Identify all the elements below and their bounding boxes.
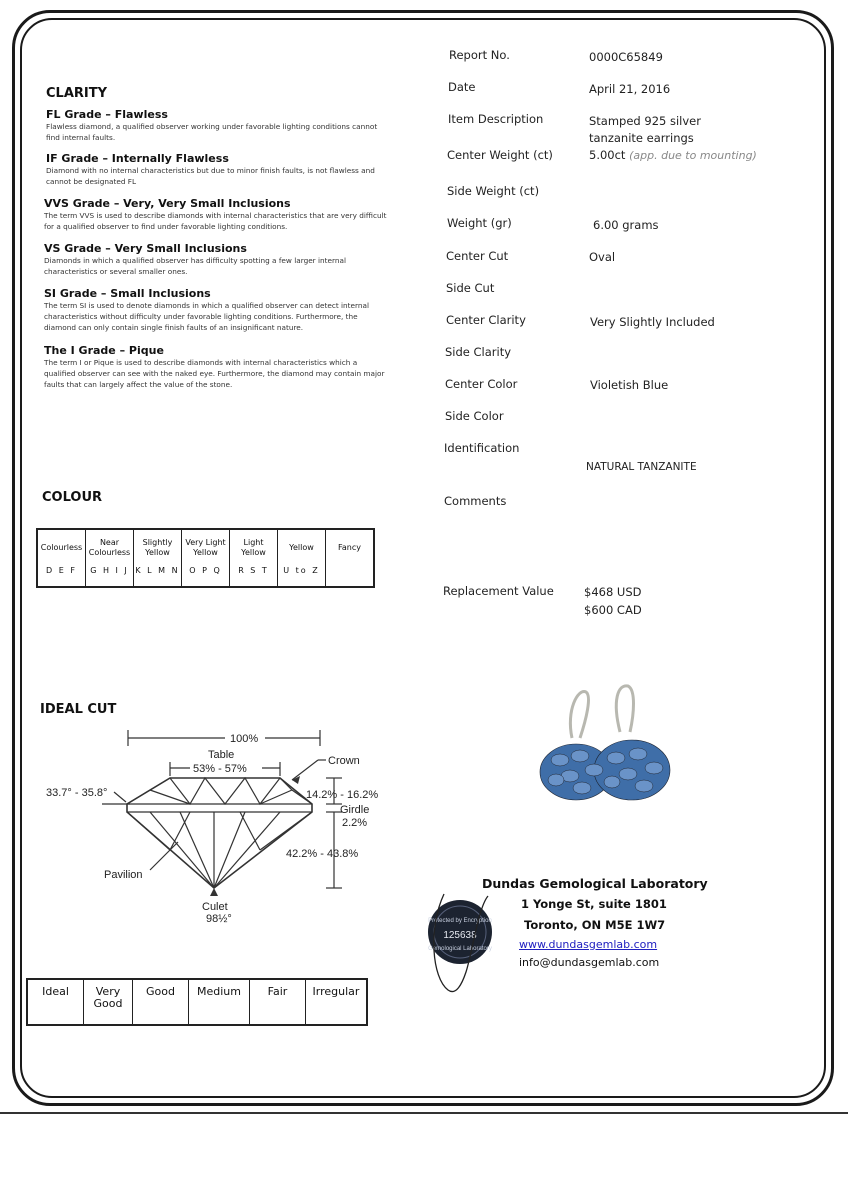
colour-cell <box>278 529 326 587</box>
clarity-grade-vs <box>44 242 384 277</box>
weight-value: 6.00 grams <box>593 218 659 232</box>
colour-codes: R S T <box>238 566 269 575</box>
center-color-value: Violetish Blue <box>590 378 669 392</box>
grade-description: Diamond with no internal characteristics but due to minor finish faults, is not flawless and cannot be designated FL <box>46 166 375 186</box>
seal-number: 125638 <box>443 930 477 941</box>
diagram-table-range: 53% - 57% <box>193 763 247 775</box>
replacement-value-usd: $468 USD <box>584 585 642 599</box>
colour-cell <box>182 529 230 587</box>
grade-description: Diamonds in which a qualified observer has difficulty spotting a few larger internal characteristics or several smaller ones. <box>44 256 347 276</box>
item-description-line2: tanzanite earrings <box>589 131 694 145</box>
grade-name: SI Grade – Small Inclusions <box>44 287 211 300</box>
grade-name: VS Grade – Very Small Inclusions <box>44 242 247 255</box>
colour-cell <box>37 529 86 587</box>
center-cut-label: Center Cut <box>446 249 509 263</box>
colour-cell <box>230 529 278 587</box>
diagram-crown-label: Crown <box>328 755 360 767</box>
replacement-value-label: Replacement Value <box>443 584 554 598</box>
replacement-value-cad: $600 CAD <box>584 603 642 617</box>
side-weight-label: Side Weight (ct) <box>447 184 540 198</box>
grade-description: The term I or Pique is used to describe diamonds with internal characteristics which a qualified observer can see with the naked eye. Furthermore, the diamond may contain major faults that can largely affect the value of the stone. <box>44 358 385 389</box>
date-label: Date <box>448 80 476 94</box>
cut-grade-cell: Ideal <box>27 979 84 1025</box>
clarity-grade-if <box>46 152 386 187</box>
clarity-heading: CLARITY <box>46 86 108 101</box>
center-clarity-label: Center Clarity <box>446 313 526 327</box>
colour-label: Light Yellow <box>241 538 266 557</box>
diagram-pavilion-label: Pavilion <box>104 869 143 881</box>
colour-cell <box>326 529 375 587</box>
lab-seal <box>418 888 508 998</box>
clarity-grade-i <box>44 344 389 390</box>
lab-address-line1: 1 Yonge St, suite 1801 <box>521 897 667 911</box>
lab-address-line2: Toronto, ON M5E 1W7 <box>524 918 666 932</box>
diagram-culet-label: Culet <box>202 901 228 913</box>
identification-label: Identification <box>444 441 520 455</box>
center-color-label: Center Color <box>445 377 518 391</box>
seal-text-bottom: Gemological Laboratory <box>428 946 492 952</box>
date-value: April 21, 2016 <box>589 82 671 96</box>
colour-label: Near Colourless <box>88 538 131 557</box>
center-weight-amount: 5.00ct <box>589 148 626 162</box>
grade-description: Flawless diamond, a qualified observer working under favorable lighting conditions cannot find internal faults. <box>46 122 378 142</box>
clarity-grade-si <box>44 287 389 333</box>
side-clarity-label: Side Clarity <box>445 345 512 359</box>
diagram-crown-height: 14.2% - 16.2% <box>306 789 379 801</box>
colour-codes: K L M N <box>135 566 180 575</box>
colour-cell <box>86 529 134 587</box>
grade-name: FL Grade – Flawless <box>46 108 168 121</box>
lab-name: Dundas Gemological Laboratory <box>482 876 708 891</box>
center-weight-note: (app. due to mounting) <box>629 149 757 162</box>
colour-codes: U to Z <box>283 566 320 575</box>
diagram-culet-value: 98½° <box>206 913 232 925</box>
grade-name: IF Grade – Internally Flawless <box>46 152 229 165</box>
cut-grade-table <box>26 978 368 1026</box>
clarity-grade-vvs <box>44 197 389 232</box>
colour-codes: D E F <box>46 566 77 575</box>
colour-label: Slightly Yellow <box>142 538 173 557</box>
weight-label: Weight (gr) <box>447 216 512 230</box>
tanzanite-earrings-photo <box>520 680 710 810</box>
page-bottom-rule <box>0 1112 848 1114</box>
side-color-label: Side Color <box>445 409 504 423</box>
comments-label: Comments <box>444 494 507 508</box>
clarity-grade-fl <box>46 108 386 143</box>
ideal-cut-heading: IDEAL CUT <box>40 702 117 717</box>
report-no-value: 0000C65849 <box>589 50 663 64</box>
diamond-proportions-diagram <box>30 720 400 930</box>
colour-label: Colourless <box>40 543 83 552</box>
cut-grade-cell: Fair <box>250 979 306 1025</box>
colour-heading: COLOUR <box>42 490 103 505</box>
center-clarity-value: Very Slightly Included <box>590 315 715 329</box>
cut-grade-cell: Medium <box>189 979 250 1025</box>
report-no-label: Report No. <box>449 48 510 62</box>
colour-label: Very Light Yellow <box>185 538 226 557</box>
colour-codes: G H I J <box>90 566 129 575</box>
cut-grade-cell: Irregular <box>306 979 368 1025</box>
item-description-label: Item Description <box>448 112 544 126</box>
identification-value: NATURAL TANZANITE <box>586 461 697 473</box>
diagram-crown-angle: 33.7° - 35.8° <box>46 787 108 799</box>
diagram-girdle-value: 2.2% <box>342 817 368 829</box>
colour-scale-table <box>36 528 375 588</box>
grade-name: The I Grade – Pique <box>44 344 164 357</box>
center-cut-value: Oval <box>589 250 616 264</box>
diagram-width-label: 100% <box>230 733 259 745</box>
grade-name: VVS Grade – Very, Very Small Inclusions <box>44 197 291 210</box>
colour-codes: O P Q <box>189 566 222 575</box>
grade-description: The term SI is used to denote diamonds in which a qualified observer can detect internal characteristics without difficulty under favorable lighting conditions. Furthermore, the diamond can only contain single finish faults of an insignificant nature. <box>44 301 370 332</box>
cut-grade-cell: Good <box>133 979 189 1025</box>
diagram-girdle-label: Girdle <box>340 804 370 816</box>
cut-grade-cell: Very Good <box>84 979 133 1025</box>
colour-label: Yellow <box>289 543 314 552</box>
side-cut-label: Side Cut <box>446 281 495 295</box>
center-weight-label: Center Weight (ct) <box>447 148 553 162</box>
colour-cell <box>134 529 182 587</box>
grade-description: The term VVS is used to describe diamonds with internal characteristics that are very difficult for a qualified observer to find under favorable lighting conditions. <box>44 211 387 231</box>
lab-email[interactable]: info@dundasgemlab.com <box>519 956 660 969</box>
diagram-pavilion-depth: 42.2% - 43.8% <box>286 848 359 860</box>
item-description-line1: Stamped 925 silver <box>589 114 701 128</box>
center-weight-value <box>589 148 757 162</box>
colour-label: Fancy <box>338 543 361 552</box>
seal-text-top: Protected by Encryption <box>428 918 492 924</box>
diagram-table-label: Table <box>208 749 235 761</box>
lab-website-link[interactable]: www.dundasgemlab.com <box>519 938 658 951</box>
